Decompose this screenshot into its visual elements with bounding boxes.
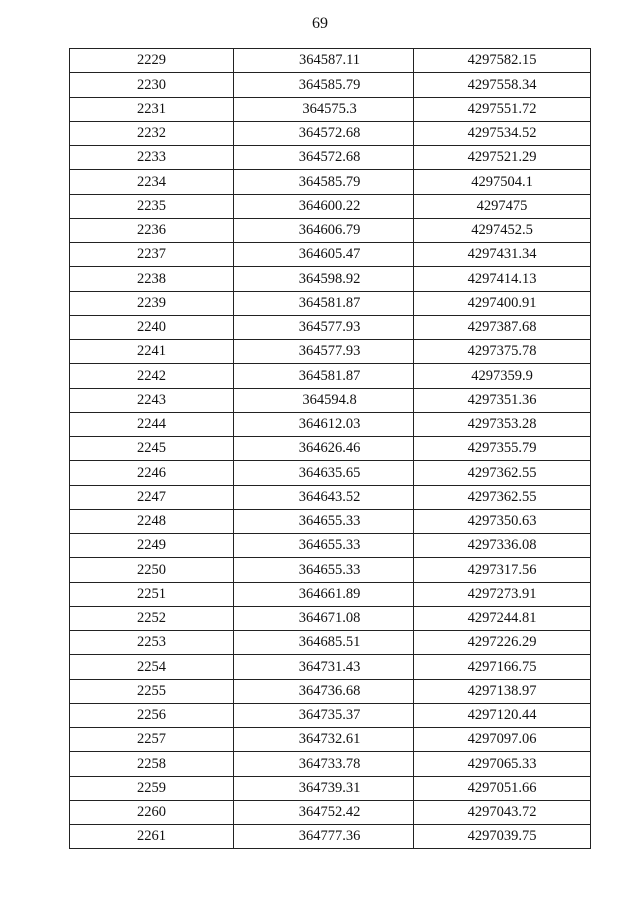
y-coordinate-cell: 4297582.15 <box>414 49 591 73</box>
y-coordinate-cell: 4297166.75 <box>414 655 591 679</box>
y-coordinate-cell: 4297353.28 <box>414 412 591 436</box>
x-coordinate-cell: 364577.93 <box>234 315 414 339</box>
x-coordinate-cell: 364600.22 <box>234 194 414 218</box>
y-coordinate-cell: 4297452.5 <box>414 218 591 242</box>
table-row <box>70 509 591 533</box>
y-coordinate-cell: 4297273.91 <box>414 582 591 606</box>
table-row <box>70 728 591 752</box>
x-coordinate-cell: 364594.8 <box>234 388 414 412</box>
table-row <box>70 388 591 412</box>
point-number-cell: 2259 <box>70 776 234 800</box>
point-number-cell: 2229 <box>70 49 234 73</box>
point-number-cell: 2242 <box>70 364 234 388</box>
x-coordinate-cell: 364739.31 <box>234 776 414 800</box>
y-coordinate-cell: 4297362.55 <box>414 485 591 509</box>
point-number-cell: 2239 <box>70 291 234 315</box>
y-coordinate-cell: 4297387.68 <box>414 315 591 339</box>
table-row <box>70 243 591 267</box>
table-row <box>70 194 591 218</box>
x-coordinate-cell: 364626.46 <box>234 437 414 461</box>
table-row <box>70 631 591 655</box>
point-number-cell: 2261 <box>70 825 234 849</box>
table-row <box>70 364 591 388</box>
table-row <box>70 776 591 800</box>
x-coordinate-cell: 364572.68 <box>234 146 414 170</box>
table-row <box>70 558 591 582</box>
x-coordinate-cell: 364732.61 <box>234 728 414 752</box>
point-number-cell: 2260 <box>70 800 234 824</box>
point-number-cell: 2247 <box>70 485 234 509</box>
x-coordinate-cell: 364606.79 <box>234 218 414 242</box>
y-coordinate-cell: 4297043.72 <box>414 800 591 824</box>
table-row <box>70 315 591 339</box>
x-coordinate-cell: 364733.78 <box>234 752 414 776</box>
x-coordinate-cell: 364605.47 <box>234 243 414 267</box>
point-number-cell: 2240 <box>70 315 234 339</box>
table-row <box>70 73 591 97</box>
coordinates-table-body <box>70 49 591 849</box>
x-coordinate-cell: 364635.65 <box>234 461 414 485</box>
table-row <box>70 655 591 679</box>
table-row <box>70 412 591 436</box>
point-number-cell: 2237 <box>70 243 234 267</box>
x-coordinate-cell: 364655.33 <box>234 509 414 533</box>
y-coordinate-cell: 4297475 <box>414 194 591 218</box>
point-number-cell: 2244 <box>70 412 234 436</box>
point-number-cell: 2243 <box>70 388 234 412</box>
x-coordinate-cell: 364661.89 <box>234 582 414 606</box>
x-coordinate-cell: 364587.11 <box>234 49 414 73</box>
y-coordinate-cell: 4297504.1 <box>414 170 591 194</box>
page-number: 69 <box>312 15 328 32</box>
y-coordinate-cell: 4297362.55 <box>414 461 591 485</box>
table-row <box>70 752 591 776</box>
point-number-cell: 2257 <box>70 728 234 752</box>
x-coordinate-cell: 364752.42 <box>234 800 414 824</box>
y-coordinate-cell: 4297120.44 <box>414 703 591 727</box>
coordinates-table <box>69 48 591 849</box>
point-number-cell: 2255 <box>70 679 234 703</box>
point-number-cell: 2252 <box>70 606 234 630</box>
point-number-cell: 2230 <box>70 73 234 97</box>
y-coordinate-cell: 4297039.75 <box>414 825 591 849</box>
point-number-cell: 2258 <box>70 752 234 776</box>
table-row <box>70 534 591 558</box>
x-coordinate-cell: 364577.93 <box>234 340 414 364</box>
y-coordinate-cell: 4297521.29 <box>414 146 591 170</box>
table-row <box>70 437 591 461</box>
point-number-cell: 2250 <box>70 558 234 582</box>
point-number-cell: 2231 <box>70 97 234 121</box>
point-number-cell: 2245 <box>70 437 234 461</box>
y-coordinate-cell: 4297534.52 <box>414 121 591 145</box>
y-coordinate-cell: 4297431.34 <box>414 243 591 267</box>
x-coordinate-cell: 364655.33 <box>234 534 414 558</box>
table-row <box>70 267 591 291</box>
table-row <box>70 121 591 145</box>
table-row <box>70 49 591 73</box>
table-row <box>70 340 591 364</box>
y-coordinate-cell: 4297558.34 <box>414 73 591 97</box>
point-number-cell: 2238 <box>70 267 234 291</box>
y-coordinate-cell: 4297051.66 <box>414 776 591 800</box>
point-number-cell: 2232 <box>70 121 234 145</box>
y-coordinate-cell: 4297336.08 <box>414 534 591 558</box>
y-coordinate-cell: 4297097.06 <box>414 728 591 752</box>
y-coordinate-cell: 4297375.78 <box>414 340 591 364</box>
x-coordinate-cell: 364643.52 <box>234 485 414 509</box>
y-coordinate-cell: 4297551.72 <box>414 97 591 121</box>
point-number-cell: 2248 <box>70 509 234 533</box>
point-number-cell: 2253 <box>70 631 234 655</box>
y-coordinate-cell: 4297065.33 <box>414 752 591 776</box>
x-coordinate-cell: 364581.87 <box>234 291 414 315</box>
point-number-cell: 2234 <box>70 170 234 194</box>
x-coordinate-cell: 364685.51 <box>234 631 414 655</box>
x-coordinate-cell: 364585.79 <box>234 170 414 194</box>
y-coordinate-cell: 4297244.81 <box>414 606 591 630</box>
point-number-cell: 2233 <box>70 146 234 170</box>
x-coordinate-cell: 364736.68 <box>234 679 414 703</box>
x-coordinate-cell: 364671.08 <box>234 606 414 630</box>
y-coordinate-cell: 4297138.97 <box>414 679 591 703</box>
point-number-cell: 2246 <box>70 461 234 485</box>
y-coordinate-cell: 4297355.79 <box>414 437 591 461</box>
table-row <box>70 170 591 194</box>
table-row <box>70 97 591 121</box>
table-row <box>70 800 591 824</box>
y-coordinate-cell: 4297350.63 <box>414 509 591 533</box>
y-coordinate-cell: 4297317.56 <box>414 558 591 582</box>
point-number-cell: 2251 <box>70 582 234 606</box>
x-coordinate-cell: 364612.03 <box>234 412 414 436</box>
x-coordinate-cell: 364655.33 <box>234 558 414 582</box>
x-coordinate-cell: 364777.36 <box>234 825 414 849</box>
y-coordinate-cell: 4297400.91 <box>414 291 591 315</box>
table-row <box>70 218 591 242</box>
x-coordinate-cell: 364731.43 <box>234 655 414 679</box>
point-number-cell: 2241 <box>70 340 234 364</box>
y-coordinate-cell: 4297351.36 <box>414 388 591 412</box>
x-coordinate-cell: 364581.87 <box>234 364 414 388</box>
table-row <box>70 461 591 485</box>
table-row <box>70 606 591 630</box>
y-coordinate-cell: 4297359.9 <box>414 364 591 388</box>
table-row <box>70 825 591 849</box>
table-row <box>70 485 591 509</box>
x-coordinate-cell: 364735.37 <box>234 703 414 727</box>
table-row <box>70 582 591 606</box>
x-coordinate-cell: 364575.3 <box>234 97 414 121</box>
x-coordinate-cell: 364572.68 <box>234 121 414 145</box>
y-coordinate-cell: 4297414.13 <box>414 267 591 291</box>
x-coordinate-cell: 364598.92 <box>234 267 414 291</box>
table-row <box>70 146 591 170</box>
table-row <box>70 291 591 315</box>
point-number-cell: 2235 <box>70 194 234 218</box>
table-row <box>70 703 591 727</box>
table-row <box>70 679 591 703</box>
y-coordinate-cell: 4297226.29 <box>414 631 591 655</box>
x-coordinate-cell: 364585.79 <box>234 73 414 97</box>
point-number-cell: 2236 <box>70 218 234 242</box>
point-number-cell: 2254 <box>70 655 234 679</box>
point-number-cell: 2256 <box>70 703 234 727</box>
point-number-cell: 2249 <box>70 534 234 558</box>
